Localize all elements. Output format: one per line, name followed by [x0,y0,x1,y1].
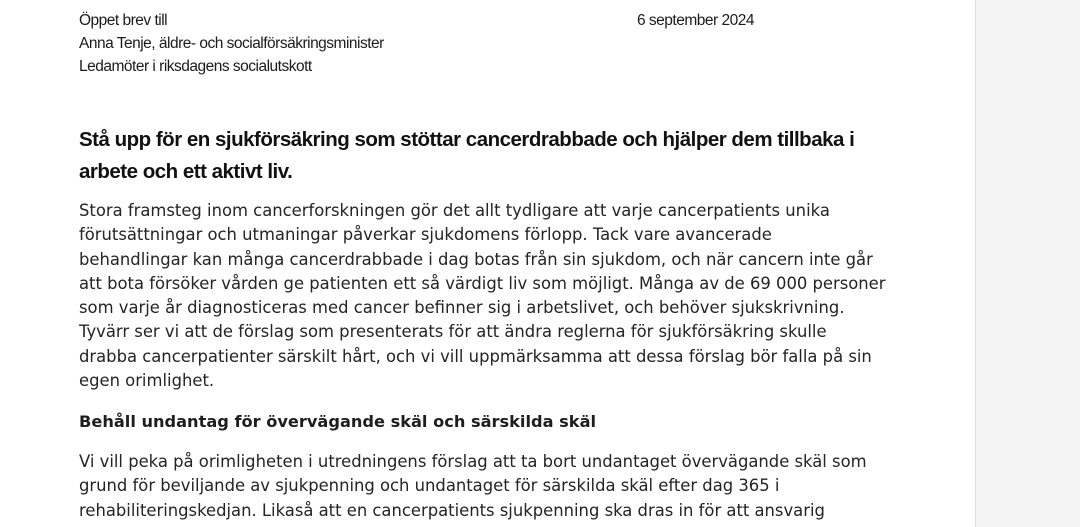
paragraph-line: behandlingar kan många cancerdrabbade i dag botas från sin sjukdom, och när cancern inte går [79,249,873,269]
addressee-block [79,9,384,78]
paragraph-line: Vi vill peka på orimligheten i utredningens förslag att ta bort undantaget övervägande skäl som [79,452,867,471]
section-paragraph [79,450,869,523]
addressee-line: Anna Tenje, äldre- och socialförsäkringsminister [79,35,384,52]
paragraph-line: drabba cancerpatienter särskilt hårt, och vi vill uppmärksamma att dessa förslag bör falla på sin [79,346,872,366]
viewer-side-panel [975,0,1080,527]
addressee-line: Ledamöter i riksdagens socialutskott [79,58,312,75]
paragraph-line: rehabiliteringskedjan. Likaså att en cancerpatients sjukpenning ska dras in för att ansvarig [79,500,825,520]
section-heading: Behåll undantag för övervägande skäl och särskilda skäl [79,412,597,431]
paragraph-line: Stora framsteg inom cancerforskningen gör det allt tydligare att varje cancerpatients unika [79,201,830,220]
paragraph-line: egen orimlighet. [79,371,215,391]
addressee-line: Öppet brev till [79,12,168,29]
intro-paragraph [79,199,886,393]
paragraph-line: grund för beviljande av sjukpenning och undantaget för särskilda skäl efter dag 365 i [79,476,780,496]
letter-date: 6 september 2024 [637,12,754,29]
paragraph-line: att bota försöker vården ge patienten ett så värdigt liv som möjligt. Många av de 69 000 personer [79,273,886,293]
paragraph-line: förutsättningar och utmaningar påverkar sjukdomens förlopp. Tack vare avancerade [79,225,772,245]
letter-headline: Stå upp för en sjukförsäkring som stöttar cancerdrabbade och hjälper dem tillbaka i arbete och ett aktivt liv. [79,128,855,183]
paragraph-line: Tyvärr ser vi att de förslag som presenterats för att ändra reglerna för sjukförsäkring skulle [79,322,827,342]
paragraph-line: som varje år diagnosticeras med cancer befinner sig i arbetslivet, och behöver sjukskrivning. [79,298,845,318]
